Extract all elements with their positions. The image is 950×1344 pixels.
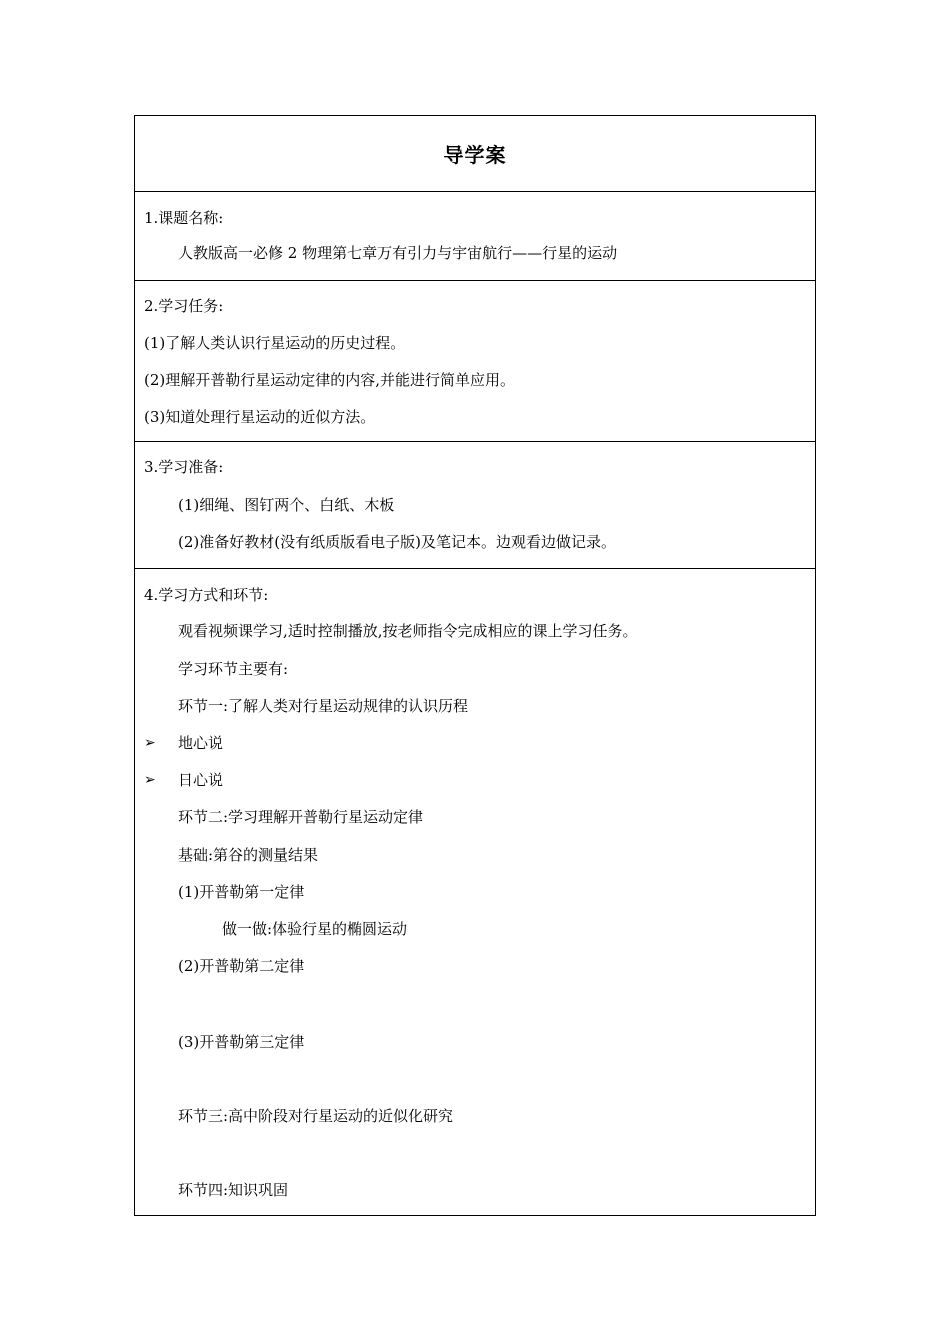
topic-content: 人教版高一必修 2 物理第七章万有引力与宇宙航行——行星的运动 — [178, 244, 618, 262]
title-cell — [135, 116, 815, 191]
preparation-item: (1)细绳、图钉两个、白纸、木板 — [178, 496, 395, 514]
page-title: 导学案 — [443, 143, 507, 167]
kepler-law-two: (2)开普勒第二定律 — [178, 957, 305, 975]
section-tasks — [135, 280, 815, 441]
section-preparation — [135, 441, 815, 568]
task-item: (1)了解人类认识行星运动的历史过程。 — [144, 334, 406, 352]
arrow-bullet-icon: ➢ — [144, 772, 156, 788]
steps-label: 学习环节主要有: — [178, 660, 289, 678]
method-intro: 观看视频课学习,适时控制播放,按老师指令完成相应的课上学习任务。 — [178, 622, 638, 640]
kepler-law-three: (3)开普勒第三定律 — [178, 1033, 305, 1051]
activity-text: 做一做:体验行星的椭圆运动 — [222, 920, 408, 938]
kepler-law-one: (1)开普勒第一定律 — [178, 883, 305, 901]
section-method — [135, 568, 815, 1215]
step-four: 环节四:知识巩固 — [178, 1181, 289, 1199]
task-item: (2)理解开普勒行星运动定律的内容,并能进行简单应用。 — [144, 371, 516, 389]
step-one: 环节一:了解人类对行星运动规律的认识历程 — [178, 697, 469, 715]
tasks-heading: 2.学习任务: — [144, 297, 224, 315]
preparation-heading: 3.学习准备: — [144, 458, 224, 476]
section-topic — [135, 191, 815, 280]
step-two: 环节二:学习理解开普勒行星运动定律 — [178, 808, 424, 826]
arrow-bullet-icon: ➢ — [144, 735, 156, 751]
basis-text: 基础:第谷的测量结果 — [178, 846, 319, 864]
bullet-heliocentric: 日心说 — [178, 771, 224, 789]
task-item: (3)知道处理行星运动的近似方法。 — [144, 408, 376, 426]
preparation-item: (2)准备好教材(没有纸质版看电子版)及笔记本。边观看边做记录。 — [178, 533, 616, 551]
bullet-geocentric: 地心说 — [178, 734, 224, 752]
step-three: 环节三:高中阶段对行星运动的近似化研究 — [178, 1107, 454, 1125]
topic-heading: 1.课题名称: — [144, 209, 224, 227]
lesson-plan-table — [134, 115, 816, 1216]
method-heading: 4.学习方式和环节: — [144, 586, 269, 604]
